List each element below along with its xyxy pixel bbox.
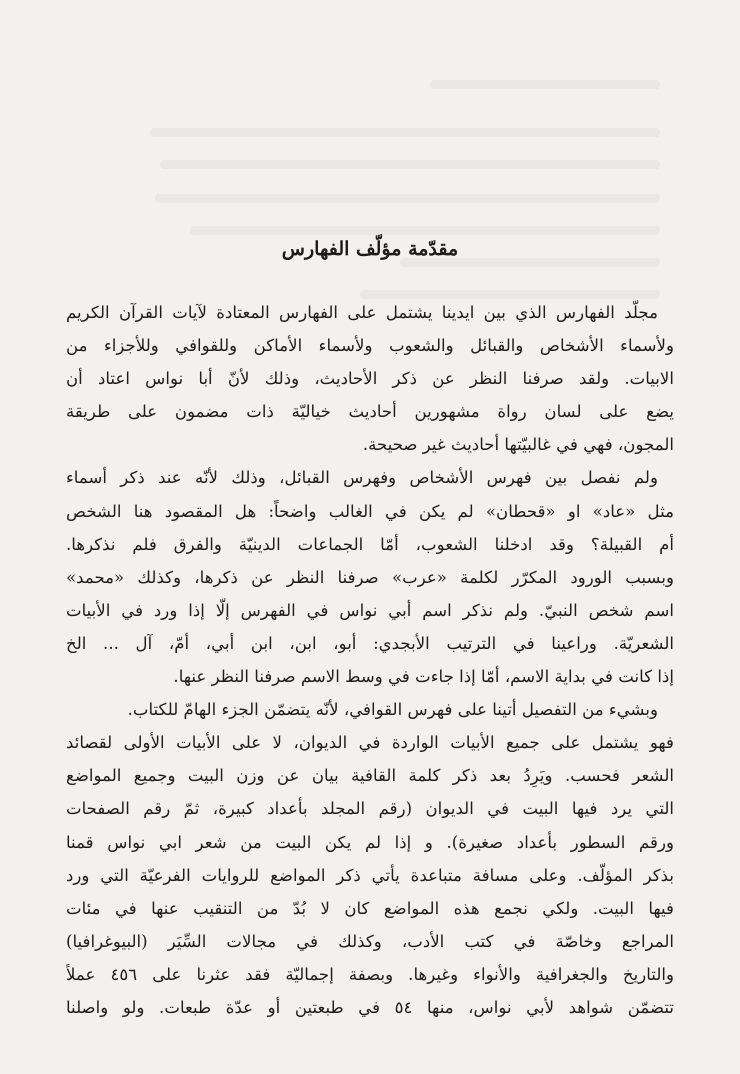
- text-line: التي يرد فيها البيت في الديوان (رقم المجلد بأعداد كبيرة، ثمّ رقم الصفحات: [66, 799, 674, 819]
- text-line: ورقم السطور بأعداد صغيرة). و إذا لم يكن البيت من شعر ابي نواس قمنا: [66, 832, 674, 852]
- text-line: مجلّد الفهارس الذي بين ايدينا يشتمل على الفهارس المعتادة لآيات القرآن الكريم: [66, 303, 658, 322]
- text-line: المراجع وخاصّة في كتب الأدب، وكذلك في مجالات السِّيَر (البيوغرافيا): [66, 931, 674, 951]
- text-line: وبسبب الورود المكرّر لكلمة «عرب» صرفنا النظر عن ذكرها، وكذلك «محمد»: [66, 567, 674, 587]
- text-line: إذا كانت في بداية الاسم، أمّا إذا جاءت في وسط الاسم صرفنا النظر عنها.: [173, 667, 674, 687]
- show-through-text: [150, 60, 660, 330]
- text-line: الابيات. ولقد صرفنا النظر عن ذكر الأحاديث، وذلك لأنّ أبا نواس اعتاد أن: [66, 369, 674, 389]
- text-line: ولأسماء الأشخاص والقبائل والشعوب ولأسماء الأماكن وللقوافي وللأجزاء من: [66, 336, 674, 356]
- text-line: الشعريّة. وراعينا في الترتيب الأبجدي: أبو، ابن، ابن أبي، أمّ، آل ... الخ: [66, 633, 674, 653]
- text-line: ولم نفصل بين فهرس الأشخاص وفهرس القبائل، وذلك لأنّه عند ذكر أسماء: [66, 468, 658, 488]
- text-line: مثل «عاد» او «قحطان» لم يكن في الغالب واضحاً: هل المقصود هنا الشخص: [66, 501, 674, 521]
- text-line: وبشيء من التفصيل أتينا على فهرس القوافي، لأنّه يتضمّن الجزء الهامّ للكتاب.: [127, 700, 658, 720]
- text-line: فيها البيت. ولكي نجمع هذه المواضع كان لا بُدّ من التنقيب عنها في مئات: [66, 898, 674, 918]
- text-line: الشعر فحسب. ويَرِدُ بعد ذكر كلمة القافية بيان عن وزن البيت وجميع المواضع: [66, 766, 674, 786]
- text-line: تتضمّن شواهد لأبي نواس، منها ٥٤ في طبعتين أو عدّة طبعات. ولو واصلنا: [66, 997, 674, 1017]
- text-line: والتاريخ والجغرافية والأنواء وغيرها. وبصفة إجماليّة فقد عثرنا على ٤٥٦ عملاً: [66, 964, 674, 984]
- introduction-body: [66, 296, 674, 1024]
- text-line: اسم شخص النبيّ. ولم نذكر اسم أبي نواس في الفهرس إلّا إذا ورد في الأبيات: [66, 600, 674, 620]
- text-line: بذكر المؤلّف. وعلى مسافة متباعدة يأتي ذكر المواضع للروايات الفرعيّة التي ورد: [66, 865, 674, 885]
- text-line: المجون، فهي في غالبيّتها أحاديث غير صحيحة.: [362, 435, 674, 455]
- text-line: أم القبيلة؟ وقد ادخلنا الشعوب، أمّا الجماعات الدينيّة والفرق فلم نذكرها.: [66, 534, 674, 554]
- text-line: فهو يشتمل على جميع الأبيات الواردة في الديوان، لا على الأبيات الأولى لقصائد: [66, 733, 674, 753]
- page-title: مقدّمة مؤلّف الفهارس: [281, 238, 459, 260]
- text-line: يضع على لسان رواة مشهورين أحاديث خياليّة ذات مضمون على طريقة: [66, 402, 674, 422]
